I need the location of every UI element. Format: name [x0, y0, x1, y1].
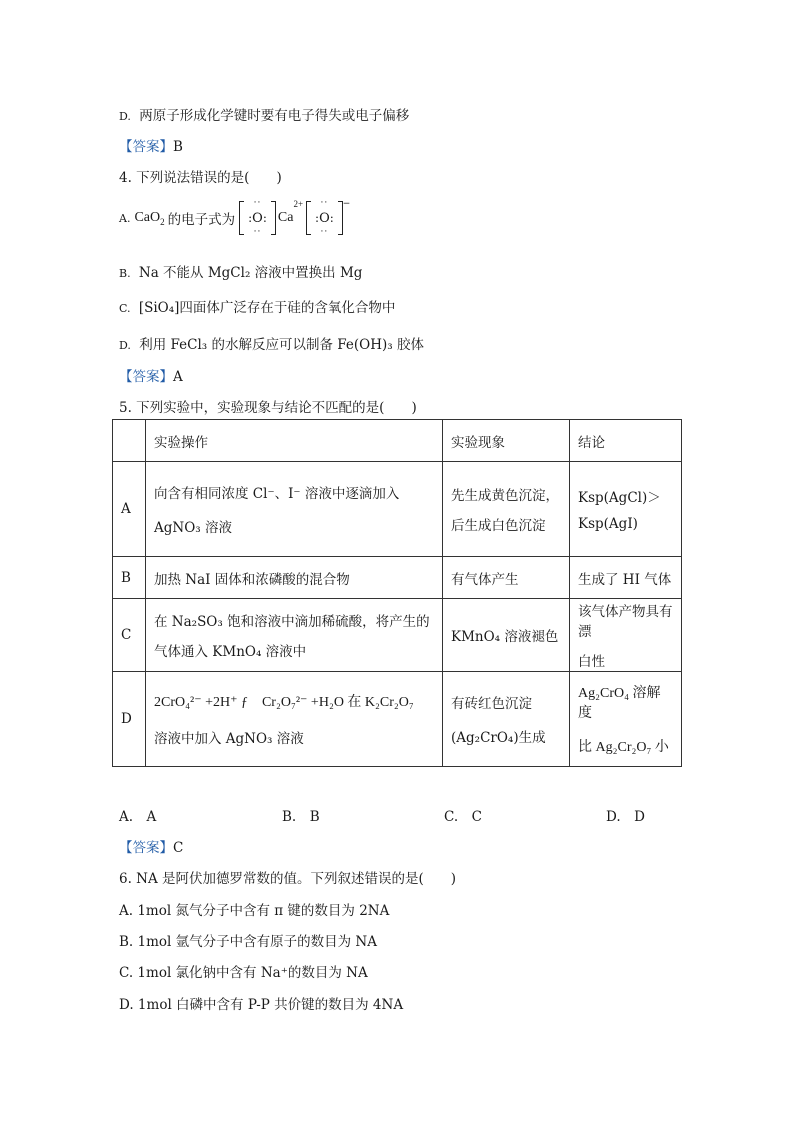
q4-stem: 4. 下列说法错误的是( ) — [119, 170, 282, 186]
answer-label: 【答案】 — [119, 369, 173, 385]
q4-option-c — [119, 296, 395, 316]
phenomenon-cell — [443, 672, 570, 767]
phenomenon-cell: 有气体产生 — [443, 557, 570, 599]
phenomenon-cell: KMnO₄ 溶液褪色 — [443, 599, 570, 672]
option-letter: D. — [119, 339, 131, 352]
cell-line: 有砖红色沉淀 — [451, 696, 532, 712]
q3-answer — [119, 135, 183, 155]
q6-stem: 6. NA 是阿伏加德罗常数的值。下列叙述错误的是( ) — [119, 871, 457, 887]
phenomenon-cell — [443, 462, 570, 557]
q6-option-b: B. 1mol 氩气分子中含有原子的数目为 NA — [119, 934, 377, 950]
conclusion-cell — [570, 462, 682, 557]
operation-cell — [146, 462, 443, 557]
option-letter: C. — [119, 302, 131, 315]
conclusion-cell — [570, 672, 682, 767]
q6-option-d: D. 1mol 白磷中含有 P-P 共价键的数目为 4NA — [119, 997, 404, 1013]
operation-cell — [146, 672, 443, 767]
cell-line: 白性 — [578, 654, 605, 670]
table-header-row — [113, 420, 682, 462]
cell-line: (Ag₂CrO₄)生成 — [451, 730, 546, 746]
q4-answer — [119, 365, 183, 385]
row-label: B — [113, 557, 146, 599]
option-letter: A. — [119, 211, 131, 225]
option-b: B. B — [282, 809, 320, 825]
q4-option-b — [119, 261, 362, 281]
table-header-cell — [113, 420, 146, 462]
row-label: A — [113, 462, 146, 557]
cell-line: 比 Ag₂Cr₂O₇ 小 — [578, 740, 669, 755]
conclusion-cell — [570, 599, 682, 672]
cell-line: AgNO₃ 溶液 — [154, 520, 232, 536]
q4-option-d — [119, 333, 424, 353]
answer-value: A — [173, 369, 183, 385]
table-header-cell: 结论 — [570, 420, 682, 462]
option-letter: B. — [119, 267, 131, 280]
operation-cell: 加热 NaI 固体和浓磷酸的混合物 — [146, 557, 443, 599]
option-d: D. D — [606, 809, 645, 825]
table-row — [113, 462, 682, 557]
electron-formula-figure: :O ·· ·· : $Ca^{2+}$ :O ·· ·· : − — [239, 201, 350, 235]
row-label: D — [113, 672, 146, 767]
option-text: [SiO₄]四面体广泛存在于硅的含氧化合物中 — [138, 300, 396, 316]
option-text: 的电子式为 — [167, 212, 236, 228]
option-a: A. A — [119, 809, 157, 825]
answer-label: 【答案】 — [119, 840, 173, 856]
cell-line: 该气体产物具有漂 — [578, 604, 673, 640]
q6-option-c: C. 1mol 氯化钠中含有 Na⁺的数目为 NA — [119, 965, 368, 981]
cell-line: 溶液中加入 AgNO₃ 溶液 — [154, 731, 304, 747]
option-text: 利用 FeCl₃ 的水解反应可以制备 Fe(OH)₃ 胶体 — [139, 337, 424, 353]
cell-line: Ksp(AgI) — [578, 516, 638, 532]
cell-line: 向含有相同浓度 Cl⁻、I⁻ 溶液中逐滴加入 — [154, 486, 400, 502]
cell-line: 气体通入 KMnO₄ 溶液中 — [154, 644, 307, 660]
table-header-cell: 实验操作 — [146, 420, 443, 462]
table-row — [113, 557, 682, 599]
row-label: C — [113, 599, 146, 672]
option-c: C. C — [444, 809, 482, 825]
table-row — [113, 672, 682, 767]
cell-line: Ksp(AgCl)＞ — [578, 490, 661, 506]
experiment-table — [112, 419, 682, 767]
option-text: 两原子形成化学键时要有电子得失或电子偏移 — [139, 108, 410, 124]
q5-stem: 5. 下列实验中，实验现象与结论不匹配的是( ) — [119, 400, 417, 416]
cell-line: 2CrO₄²⁻ +2H⁺ ƒ Cr₂O₇²⁻ +H₂O 在 K₂Cr₂O₇ — [154, 695, 414, 710]
table-row — [113, 599, 682, 672]
option-letter: D. — [119, 110, 131, 123]
table-header-cell: 实验现象 — [443, 420, 570, 462]
cell-line: 在 Na₂SO₃ 饱和溶液中滴加稀硫酸，将产生的 — [154, 614, 430, 630]
q5-answer — [119, 836, 183, 856]
cell-line: 后生成白色沉淀 — [451, 518, 546, 534]
q6-option-a: A. 1mol 氮气分子中含有 π 键的数目为 2NA — [119, 903, 390, 919]
answer-value: C — [173, 840, 184, 856]
q3-option-d — [119, 104, 409, 124]
answer-value: B — [173, 139, 183, 155]
option-text: Na 不能从 MgCl₂ 溶液中置换出 Mg — [138, 265, 363, 281]
cao2-formula: CaO$_2$ — [134, 210, 165, 227]
answer-label: 【答案】 — [119, 139, 173, 155]
cell-line: 先生成黄色沉淀， — [451, 488, 559, 504]
conclusion-cell: 生成了 HI 气体 — [570, 557, 682, 599]
q4-option-a — [119, 197, 351, 237]
cell-line: Ag₂CrO₄ 溶解度 — [578, 686, 661, 721]
q5-options — [119, 805, 679, 825]
operation-cell — [146, 599, 443, 672]
